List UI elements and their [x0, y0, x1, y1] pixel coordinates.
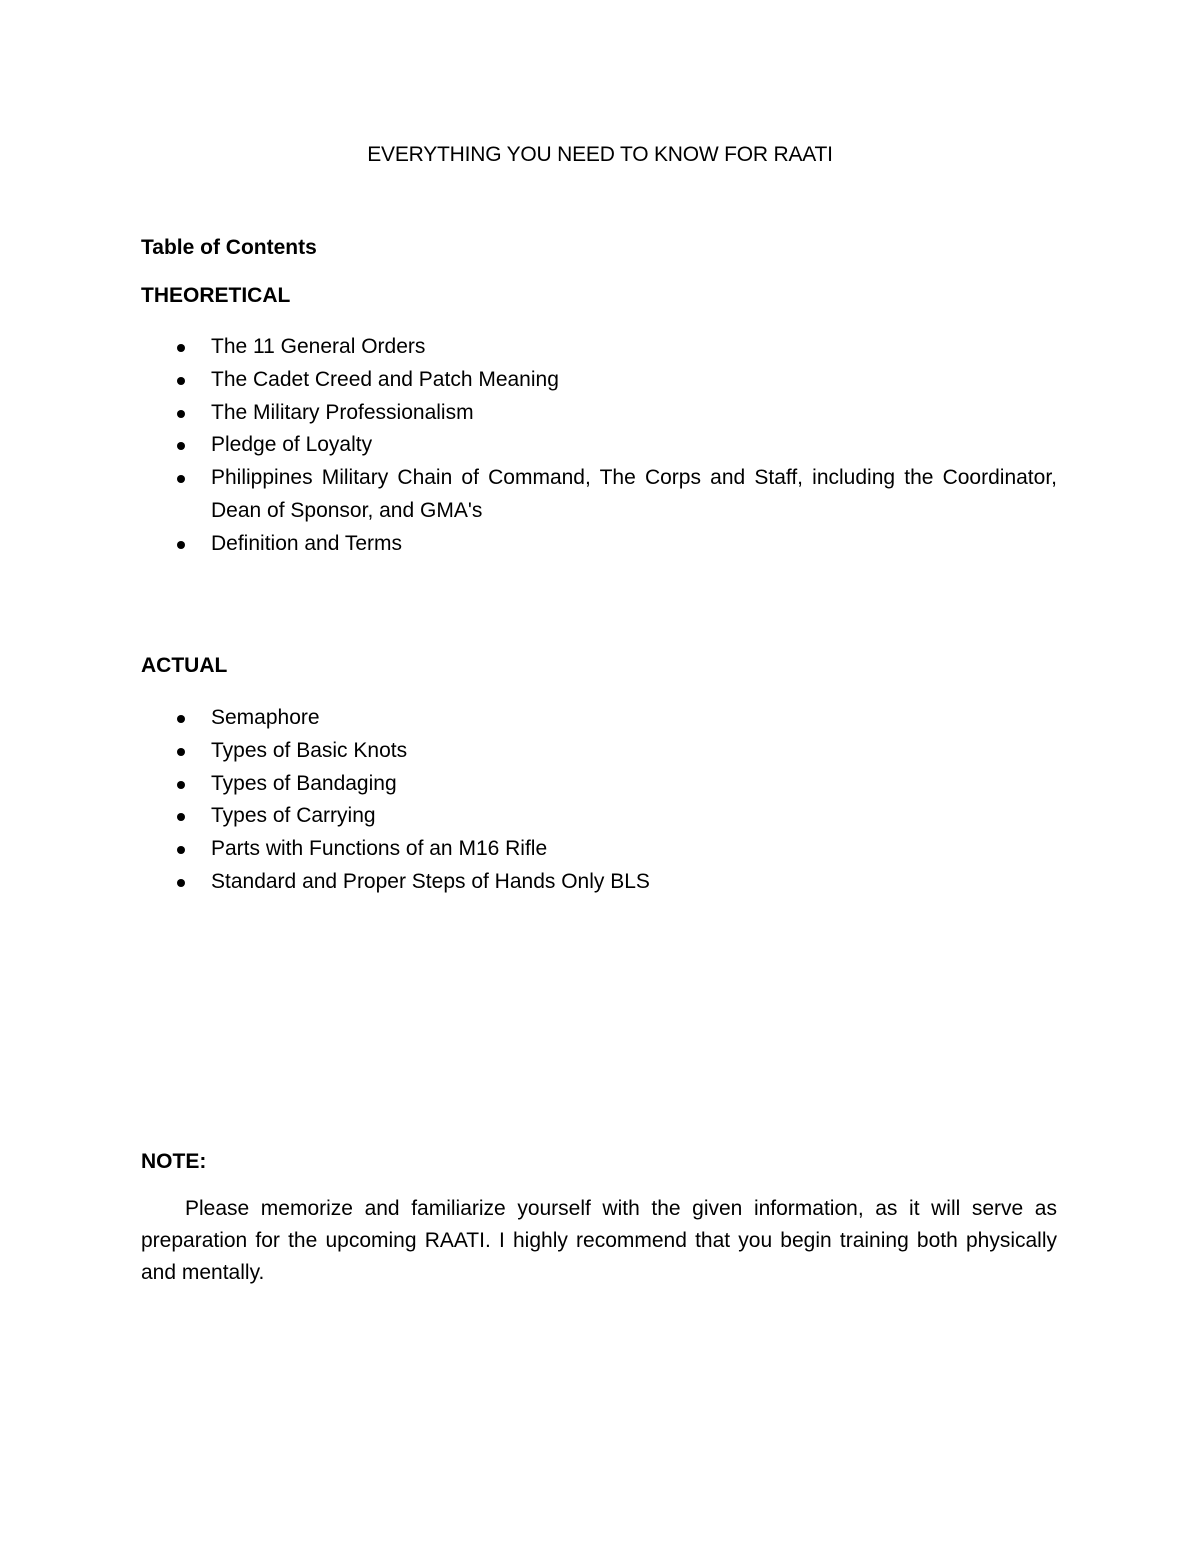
bullet-icon — [177, 748, 185, 756]
bullet-icon — [177, 813, 185, 821]
actual-heading: ACTUAL — [141, 654, 228, 677]
note-paragraph: Please memorize and familiarize yourself with the given information, as it will serve as preparation for the upcoming RAATI. I highly recommend that you begin training both physically and mentally. — [141, 1197, 1057, 1284]
list-item — [141, 702, 1057, 735]
list-item-text: The 11 General Orders — [211, 335, 426, 358]
list-item — [141, 735, 1057, 768]
list-item-text: Definition and Terms — [211, 531, 403, 555]
bullet-icon — [177, 442, 185, 450]
bullet-icon — [177, 846, 185, 854]
theoretical-list — [141, 331, 1057, 561]
bullet-icon — [177, 475, 185, 483]
list-item-text: Semaphore — [211, 706, 320, 729]
theoretical-heading: THEORETICAL — [141, 284, 291, 307]
note-heading: NOTE: — [141, 1150, 207, 1173]
list-item — [141, 429, 1057, 462]
document-title: EVERYTHING YOU NEED TO KNOW FOR RAATI — [367, 143, 833, 166]
list-item — [141, 331, 1057, 364]
list-item-text: The Military Professionalism — [211, 400, 474, 424]
bullet-icon — [177, 879, 185, 887]
bullet-icon — [177, 781, 185, 789]
list-item — [141, 833, 1057, 866]
bullet-icon — [177, 377, 185, 385]
list-item-text: Standard and Proper Steps of Hands Only BLS — [211, 869, 650, 893]
bullet-icon — [177, 715, 185, 723]
list-item-text: Philippines Military Chain of Command, The Corps and Staff, including the Coordinator, Dean of Sponsor, and GMA's — [211, 466, 1057, 522]
bullet-icon — [177, 410, 185, 418]
list-item — [141, 462, 1057, 528]
list-item — [141, 800, 1057, 833]
table-of-contents-heading: Table of Contents — [141, 236, 317, 259]
actual-list — [141, 702, 1057, 899]
list-item — [141, 364, 1057, 397]
list-item — [141, 397, 1057, 430]
list-item — [141, 768, 1057, 801]
bullet-icon — [177, 541, 185, 549]
list-item — [141, 866, 1057, 899]
list-item-text: Parts with Functions of an M16 Rifle — [211, 837, 548, 861]
bullet-icon — [177, 344, 185, 352]
list-item-text: Types of Carrying — [211, 804, 376, 828]
list-item-text: Pledge of Loyalty — [211, 433, 373, 457]
list-item-text: Types of Basic Knots — [211, 738, 408, 762]
list-item-text: Types of Bandaging — [211, 771, 397, 795]
list-item-text: The Cadet Creed and Patch Meaning — [211, 367, 559, 391]
list-item — [141, 528, 1057, 561]
